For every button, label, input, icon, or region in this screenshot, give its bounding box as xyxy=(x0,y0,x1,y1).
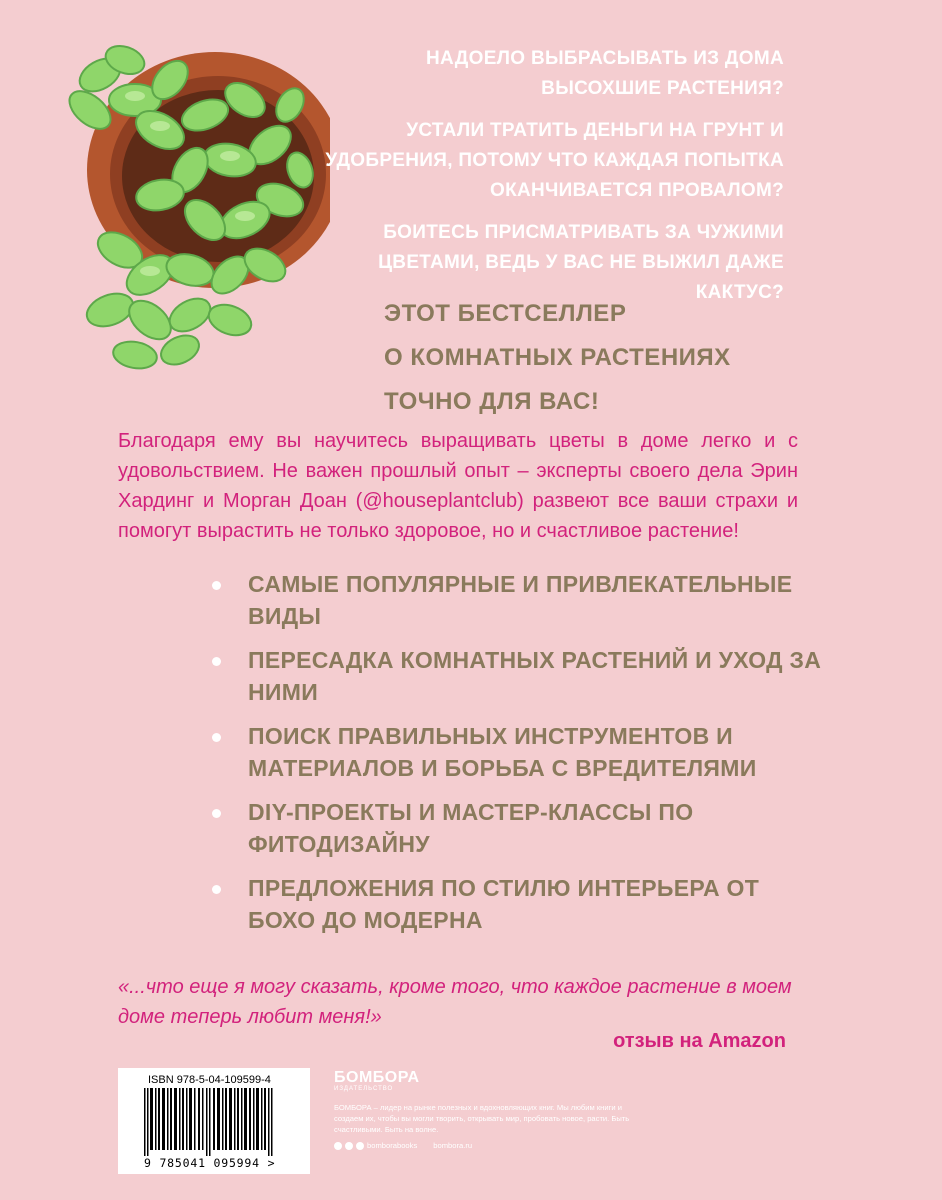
headline-line-3: ТОЧНО ДЛЯ ВАС! xyxy=(384,388,600,415)
publisher-description: БОМБОРА – лидер на рынке полезных и вдохновляющих книг. Мы любим книги и создаем их, чтобы вы могли творить, открывать мир, пробовать новое, расти. Быть счастливыми. Быть на волне. xyxy=(334,1103,630,1134)
questions-block xyxy=(314,44,784,320)
bullet-dot-icon xyxy=(212,809,221,818)
question-1: НАДОЕЛО ВЫБРАСЫВАТЬ ИЗ ДОМА ВЫСОХШИЕ РАСТЕНИЯ? xyxy=(426,48,784,99)
publisher-block xyxy=(334,1070,634,1150)
list-item-text: ПОИСК ПРАВИЛЬНЫХ ИНСТРУМЕНТОВ И МАТЕРИАЛОВ И БОРЬБА С ВРЕДИТЕЛЯМИ xyxy=(248,723,757,781)
list-item-text: DIY-ПРОЕКТЫ И МАСТЕР-КЛАССЫ ПО ФИТОДИЗАЙНУ xyxy=(248,799,694,857)
social-handle[interactable]: bomborabooks xyxy=(367,1141,418,1150)
instagram-icon[interactable] xyxy=(356,1142,364,1150)
list-item xyxy=(212,644,832,708)
question-3: БОИТЕСЬ ПРИСМАТРИВАТЬ ЗА ЧУЖИМИ ЦВЕТАМИ, ВЕДЬ У ВАС НЕ ВЫЖИЛ ДАЖЕ КАКТУС? xyxy=(378,222,784,303)
bullet-dot-icon xyxy=(212,885,221,894)
vk-icon[interactable] xyxy=(345,1142,353,1150)
publisher-site[interactable]: bombora.ru xyxy=(433,1141,473,1150)
intro-paragraph: Благодаря ему вы научитесь выращивать цветы в доме легко и с удовольствием. Не важен прошлый опыт – эксперты своего дела Эрин Хардинг и Морган Доан (@houseplantclub) развеют все ваши страхи и помогут вырастить не только здоровое, но и счастливое растение! xyxy=(118,430,798,542)
list-item xyxy=(212,568,832,632)
list-item-text: САМЫЕ ПОПУЛЯРНЫЕ И ПРИВЛЕКАТЕЛЬНЫЕ ВИДЫ xyxy=(248,571,793,629)
barcode-digits: 9 785041 095994 > xyxy=(144,1156,276,1170)
quote-source: отзыв на Amazon xyxy=(613,1030,786,1052)
publisher-social xyxy=(334,1141,634,1150)
headline-line-2: О КОМНАТНЫХ РАСТЕНИЯХ xyxy=(384,344,731,371)
barcode-icon xyxy=(140,1088,290,1156)
bullet-dot-icon xyxy=(212,657,221,666)
isbn-label: ISBN 978-5-04-109599-4 xyxy=(148,1074,271,1086)
isbn-barcode xyxy=(118,1068,310,1174)
bullet-dot-icon xyxy=(212,581,221,590)
list-item xyxy=(212,872,832,936)
list-item xyxy=(212,796,832,860)
list-item-text: ПРЕДЛОЖЕНИЯ ПО СТИЛЮ ИНТЕРЬЕРА ОТ БОХО ДО МОДЕРНА xyxy=(248,875,760,933)
publisher-logo: БОМБОРА xyxy=(334,1069,420,1086)
bullet-dot-icon xyxy=(212,733,221,742)
publisher-sub: ИЗДАТЕЛЬСТВО xyxy=(334,1086,394,1092)
succulent-plant-icon xyxy=(40,20,330,380)
headline-line-1: ЭТОТ БЕСТСЕЛЛЕР xyxy=(384,300,627,327)
review-quote: «...что еще я могу сказать, кроме того, что каждое растение в моем доме теперь любит меня!» xyxy=(118,976,792,1028)
list-item xyxy=(212,720,832,784)
facebook-icon[interactable] xyxy=(334,1142,342,1150)
question-2: УСТАЛИ ТРАТИТЬ ДЕНЬГИ НА ГРУНТ И УДОБРЕНИЯ, ПОТОМУ ЧТО КАЖДАЯ ПОПЫТКА ОКАНЧИВАЕТСЯ ПРОВАЛОМ? xyxy=(325,120,784,201)
feature-list xyxy=(212,568,832,948)
list-item-text: ПЕРЕСАДКА КОМНАТНЫХ РАСТЕНИЙ И УХОД ЗА НИМИ xyxy=(248,647,822,705)
headline xyxy=(384,292,804,424)
